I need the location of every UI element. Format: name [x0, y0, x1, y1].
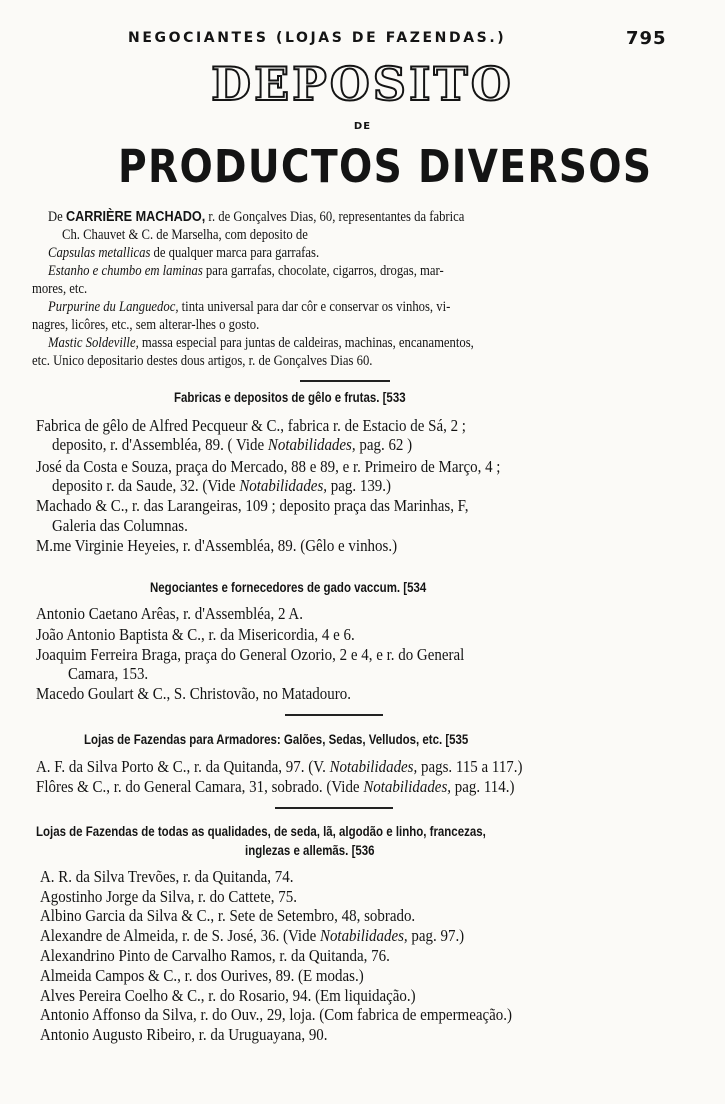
list-item: M.me Virginie Heyeies, r. d'Assembléa, 89. (Gêlo e vinhos.) — [36, 536, 398, 555]
list-item: Joaquim Ferreira Braga, praça do General Ozorio, 2 e 4, e r. do General — [36, 645, 465, 664]
advert-subtitle: PRODUCTOS DIVERSOS — [118, 140, 653, 193]
running-title: NEGOCIANTES (LOJAS DE FAZENDAS.) — [128, 30, 507, 46]
list-item: Almeida Campos & C., r. dos Ourives, 89. (E modas.) — [40, 966, 364, 985]
list-item: Alexandrino Pinto de Carvalho Ramos, r. da Quitanda, 76. — [40, 946, 390, 965]
list-item-cont: deposito r. da Saude, 32. (Vide Notabilidades, pag. 139.) — [52, 476, 392, 495]
advert-line-1: De CARRIÈRE MACHADO, r. de Gonçalves Dias, 60, representantes da fabrica — [48, 209, 465, 225]
list-item-cont: Galeria das Columnas. — [52, 516, 188, 535]
advert-line-2: Ch. Chauvet & C. de Marselha, com deposito de — [62, 227, 308, 243]
list-item: Flôres & C., r. do General Camara, 31, sobrado. (Vide Notabilidades, pag. 114.) — [36, 777, 515, 796]
list-item-cont: deposito, r. d'Assembléa, 89. ( Vide Notabilidades, pag. 62 ) — [52, 435, 413, 454]
page-number: 795 — [626, 28, 667, 49]
list-item: João Antonio Baptista & C., r. da Misericordia, 4 e 6. — [36, 625, 355, 644]
list-item: Antonio Affonso da Silva, r. do Ouv., 29, loja. (Com fabrica de empermeação.) — [40, 1005, 512, 1024]
advert-de: DE — [353, 121, 372, 132]
section-536-heading-line-1: Lojas de Fazendas de todas as qualidades, de seda, lã, algodão e linho, francezas, — [36, 823, 486, 839]
advert-line-3: Capsulas metallicas de qualquer marca para garrafas. — [48, 245, 320, 261]
section-535-heading: Lojas de Fazendas para Armadores: Galões, Sedas, Velludos, etc. [535 — [84, 731, 469, 747]
section-534-heading: Negociantes e fornecedores de gado vaccum. [534 — [150, 579, 427, 595]
advert-line-8: Mastic Soldeville, massa especial para juntas de caldeiras, machinas, encanamentos, — [48, 335, 474, 351]
list-item-cont: Camara, 153. — [68, 664, 149, 683]
list-item: Agostinho Jorge da Silva, r. do Cattete, 75. — [40, 887, 297, 906]
list-item: Fabrica de gêlo de Alfred Pecqueur & C., fabrica r. de Estacio de Sá, 2 ; — [36, 416, 466, 435]
list-item: Alexandre de Almeida, r. de S. José, 36. (Vide Notabilidades, pag. 97.) — [40, 926, 465, 945]
list-item: Macedo Goulart & C., S. Christovão, no Matadouro. — [36, 684, 351, 703]
list-item: A. R. da Silva Trevões, r. da Quitanda, 74. — [40, 867, 294, 886]
section-536-heading-line-2: inglezas e allemãs. [536 — [245, 842, 375, 858]
list-item: A. F. da Silva Porto & C., r. da Quitanda, 97. (V. Notabilidades, pags. 115 a 117.) — [36, 757, 523, 776]
divider — [285, 714, 383, 716]
divider — [300, 380, 390, 382]
list-item: José da Costa e Souza, praça do Mercado, 88 e 89, e r. Primeiro de Março, 4 ; — [36, 457, 501, 476]
list-item: Alves Pereira Coelho & C., r. do Rosario, 94. (Em liquidação.) — [40, 986, 416, 1005]
list-item: Albino Garcia da Silva & C., r. Sete de Setembro, 48, sobrado. — [40, 906, 416, 925]
advert-title: DEPOSITO — [211, 57, 514, 111]
divider — [275, 807, 393, 809]
advert-line-5: mores, etc. — [32, 281, 88, 297]
list-item: Antonio Caetano Arêas, r. d'Assembléa, 2 A. — [36, 604, 303, 623]
advert-line-4: Estanho e chumbo em laminas para garrafas, chocolate, cigarros, drogas, mar- — [48, 263, 444, 279]
advert-line-6: Purpurine du Languedoc, tinta universal para dar côr e conservar os vinhos, vi- — [48, 299, 451, 315]
advert-company-name: CARRIÈRE MACHADO, — [65, 209, 206, 225]
advert-line-9: etc. Unico depositario destes dous artigos, r. de Gonçalves Dias 60. — [32, 353, 373, 369]
advert-line-7: nagres, licôres, etc., sem alterar-lhes o gosto. — [32, 317, 260, 333]
list-item: Machado & C., r. das Larangeiras, 109 ; deposito praça das Marinhas, F, — [36, 496, 469, 515]
section-533-heading: Fabricas e depositos de gêlo e frutas. [533 — [174, 389, 406, 405]
list-item: Antonio Augusto Ribeiro, r. da Uruguayana, 90. — [40, 1025, 328, 1044]
